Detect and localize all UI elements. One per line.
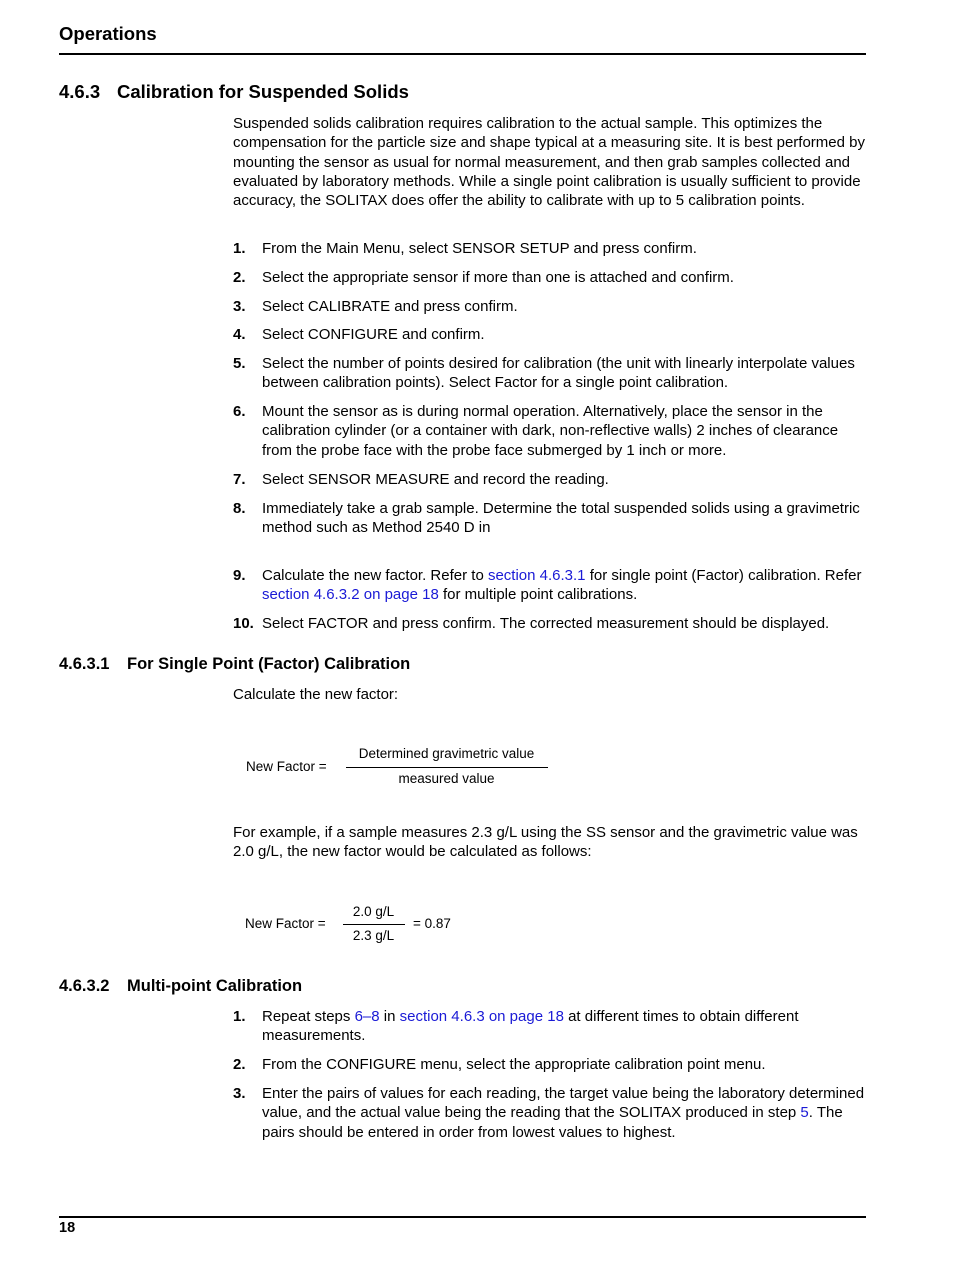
step-text: Immediately take a grab sample. Determine the total suspended solids using a gravimetric method such as Method 2540 D in — [262, 500, 860, 537]
header-rule — [59, 53, 866, 55]
step-2 — [233, 268, 867, 287]
step-7 — [233, 470, 867, 489]
step-range-dash: – — [362, 1008, 372, 1025]
section-intro: Suspended solids calibration requires calibration to the actual sample. This optimizes the compensation for the particle size and shape typical at a measuring site. It is best performed by mounting the sensor as usual for normal measurement, and then grab samples collected and evaluated by laboratory methods. While a single point calibration is usually sufficient to provide accuracy, the SOLITAX does offer the ability to calibrate with up to 5 calibration points. — [233, 115, 865, 210]
step-6 — [233, 402, 867, 460]
step-number: 5. — [233, 355, 246, 372]
formula-numerator: Determined gravimetric value — [358, 746, 535, 761]
step-text — [262, 1007, 867, 1046]
formula-numerator: 2.0 g/L — [352, 904, 395, 919]
step-text: From the Main Menu, select SENSOR SETUP and press confirm. — [262, 240, 697, 257]
subsection-heading-single — [59, 655, 410, 674]
multi-step-1 — [233, 1007, 867, 1046]
step-5-link[interactable]: 5 — [800, 1104, 809, 1122]
formula-denominator: measured value — [398, 771, 495, 786]
formula-label: New Factor = — [246, 759, 327, 774]
step-8-link[interactable]: 8 — [371, 1008, 380, 1025]
step-9 — [233, 566, 867, 605]
step-text — [262, 566, 867, 605]
multi-step-3 — [233, 1084, 867, 1142]
step-text: Select SENSOR MEASURE and record the reading. — [262, 471, 609, 488]
subsection-number: 4.6.3.2 — [59, 977, 110, 995]
step-text — [262, 1084, 867, 1142]
step-text-part: Calculate the new factor. Refer to — [262, 567, 488, 584]
step-text-part: for multiple point calibrations. — [438, 586, 638, 604]
step-text-part: at different times to obtain different measurements. — [262, 1008, 799, 1045]
step-text-part: Repeat steps — [262, 1008, 355, 1025]
step-number: 3. — [233, 298, 246, 315]
fraction-bar — [343, 924, 405, 925]
section-title: Calibration for Suspended Solids — [117, 81, 409, 102]
formula-label: New Factor = — [245, 916, 326, 931]
example-formula — [233, 901, 473, 951]
step-text: Select CONFIGURE and confirm. — [262, 326, 485, 343]
single-example: For example, if a sample measures 2.3 g/L using the SS sensor and the gravimetric value was 2.0 g/L, the new factor would be calculated as follows: — [233, 824, 858, 861]
step-number: 1. — [233, 240, 246, 257]
subsection-title: Multi-point Calibration — [127, 977, 303, 995]
step-number: 6. — [233, 403, 246, 420]
step-number: 9. — [233, 567, 246, 584]
step-number: 1. — [233, 1008, 246, 1025]
step-number: 2. — [233, 1056, 246, 1073]
step-number: 8. — [233, 500, 246, 517]
section-463-link[interactable]: section 4.6.3 on page 18 — [399, 1008, 564, 1025]
step-text-part: Enter the pairs of values for each reading, the target value being the laboratory determined value, and the actual value being the reading that the SOLITAX produced in step — [262, 1085, 865, 1122]
step-text: Select FACTOR and press confirm. The corrected measurement should be displayed. — [262, 615, 830, 632]
new-factor-formula — [233, 743, 553, 793]
formula-result: = 0.87 — [413, 916, 451, 931]
step-number: 4. — [233, 326, 246, 343]
step-text: Select the number of points desired for calibration (the unit with linearly interpolate values between calibration points). Select Factor for a single point calibration. — [262, 355, 855, 392]
step-text: From the CONFIGURE menu, select the appropriate calibration point menu. — [262, 1056, 766, 1073]
section-4632-link[interactable]: section 4.6.3.2 on page 18 — [262, 586, 439, 604]
step-3 — [233, 297, 867, 316]
step-text-part: for single point (Factor) calibration. Refer — [585, 567, 862, 584]
step-text-part: in — [379, 1008, 400, 1025]
step-4 — [233, 325, 867, 344]
section-heading — [59, 81, 409, 103]
subsection-title: For Single Point (Factor) Calibration — [127, 655, 411, 673]
step-1 — [233, 239, 867, 258]
footer-rule — [59, 1216, 866, 1218]
subsection-number: 4.6.3.1 — [59, 655, 110, 673]
section-number: 4.6.3 — [59, 81, 101, 102]
single-intro: Calculate the new factor: — [233, 686, 399, 703]
step-number: 3. — [233, 1085, 246, 1102]
formula-denominator: 2.3 g/L — [352, 928, 395, 943]
step-number: 2. — [233, 269, 246, 286]
step-text: Mount the sensor as is during normal operation. Alternatively, place the sensor in the calibration cylinder (or a container with dark, non-reflective walls) 2 inches of clearance from the probe face with the probe face submerged by 1 inch or more. — [262, 403, 839, 459]
page-number: 18 — [59, 1220, 76, 1236]
step-8 — [233, 499, 867, 538]
fraction-bar — [346, 767, 548, 768]
step-text: Select CALIBRATE and press confirm. — [262, 298, 518, 315]
step-text: Select the appropriate sensor if more than one is attached and confirm. — [262, 269, 734, 286]
subsection-heading-multi — [59, 977, 302, 996]
page-header-title: Operations — [59, 23, 157, 44]
section-4631-link[interactable]: section 4.6.3.1 — [487, 567, 586, 584]
step-number: 10. — [233, 615, 254, 632]
multi-step-2 — [233, 1055, 867, 1074]
step-5 — [233, 354, 867, 393]
step-6-link[interactable]: 6 — [354, 1008, 363, 1025]
step-number: 7. — [233, 471, 246, 488]
step-10 — [233, 614, 867, 633]
step-text-part: . The pairs should be entered in order from lowest values to highest. — [262, 1104, 843, 1141]
